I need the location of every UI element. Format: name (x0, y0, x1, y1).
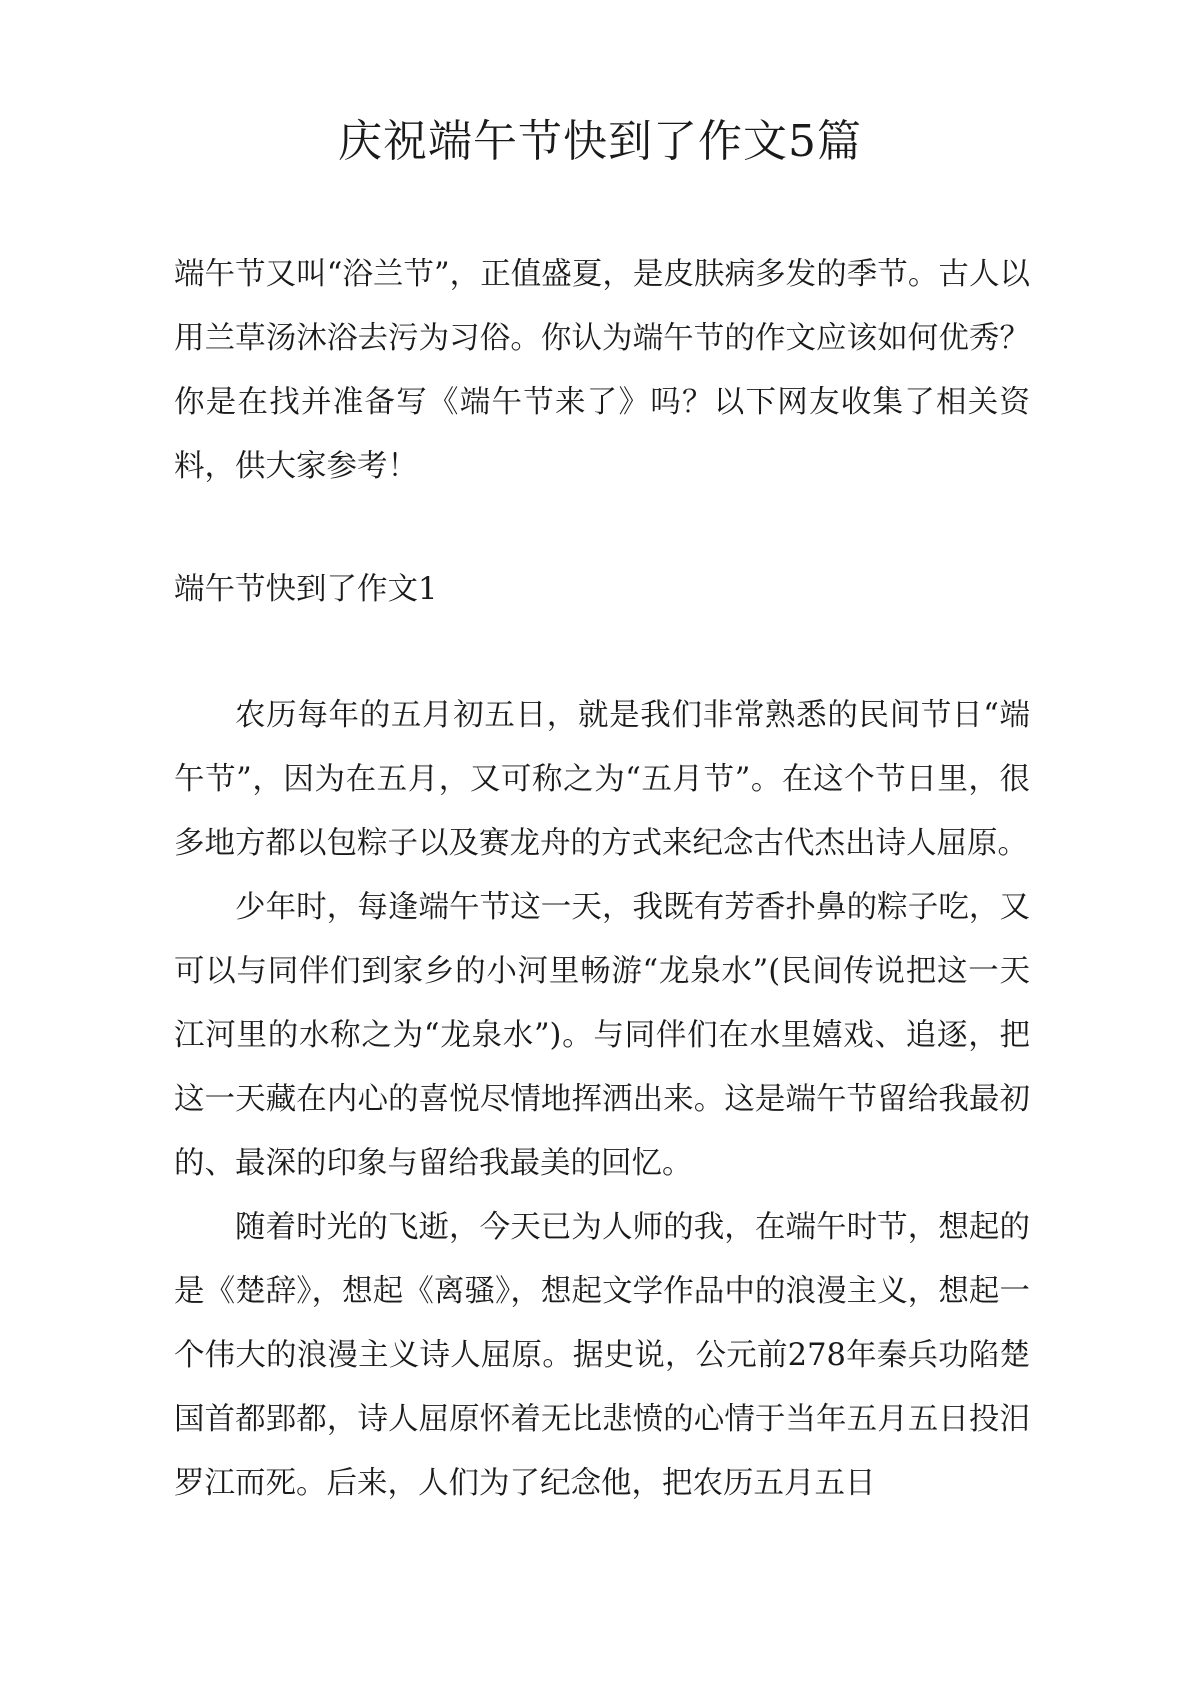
essay-paragraph-3: 随着时光的飞逝，今天已为人师的我，在端午时节，想起的是《楚辞》，想起《离骚》，想起文学作品中的浪漫主义，想起一个伟大的浪漫主义诗人屈原。据史说，公元前278年秦兵功陷楚国首都郢都，诗人屈原怀着无比悲愤的心情于当年五月五日投汨罗江而死。后来，人们为了纪念他，把农历五月五日 (174, 1210, 1030, 1501)
section-heading (174, 558, 1030, 622)
intro-text: 端午节又叫“浴兰节”，正值盛夏，是皮肤病多发的季节。古人以用兰草汤沐浴去污为习俗。你认为端午节的作文应该如何优秀？你是在找并准备写《端午节来了》吗？以下网友收集了相关资料，供大家参考！ (174, 257, 1030, 484)
intro-paragraph (174, 243, 1030, 499)
document-title: 庆祝端午节快到了作文5篇 (338, 116, 862, 167)
section-title-text: 端午节快到了作文1 (174, 572, 438, 607)
essay-paragraph-1: 农历每年的五月初五日，就是我们非常熟悉的民间节日“端午节”，因为在五月，又可称之为“五月节”。在这个节日里，很多地方都以包粽子以及赛龙舟的方式来纪念古代杰出诗人屈原。 (174, 698, 1030, 861)
essay-paragraph-2: 少年时，每逢端午节这一天，我既有芳香扑鼻的粽子吃，又可以与同伴们到家乡的小河里畅游“龙泉水”(民间传说把这一天江河里的水称之为“龙泉水”)。与同伴们在水里嬉戏、追逐，把这一天藏在内心的喜悦尽情地挥洒出来。这是端午节留给我最初的、最深的印象与留给我最美的回忆。 (174, 890, 1030, 1181)
essay-body (174, 684, 1030, 1516)
